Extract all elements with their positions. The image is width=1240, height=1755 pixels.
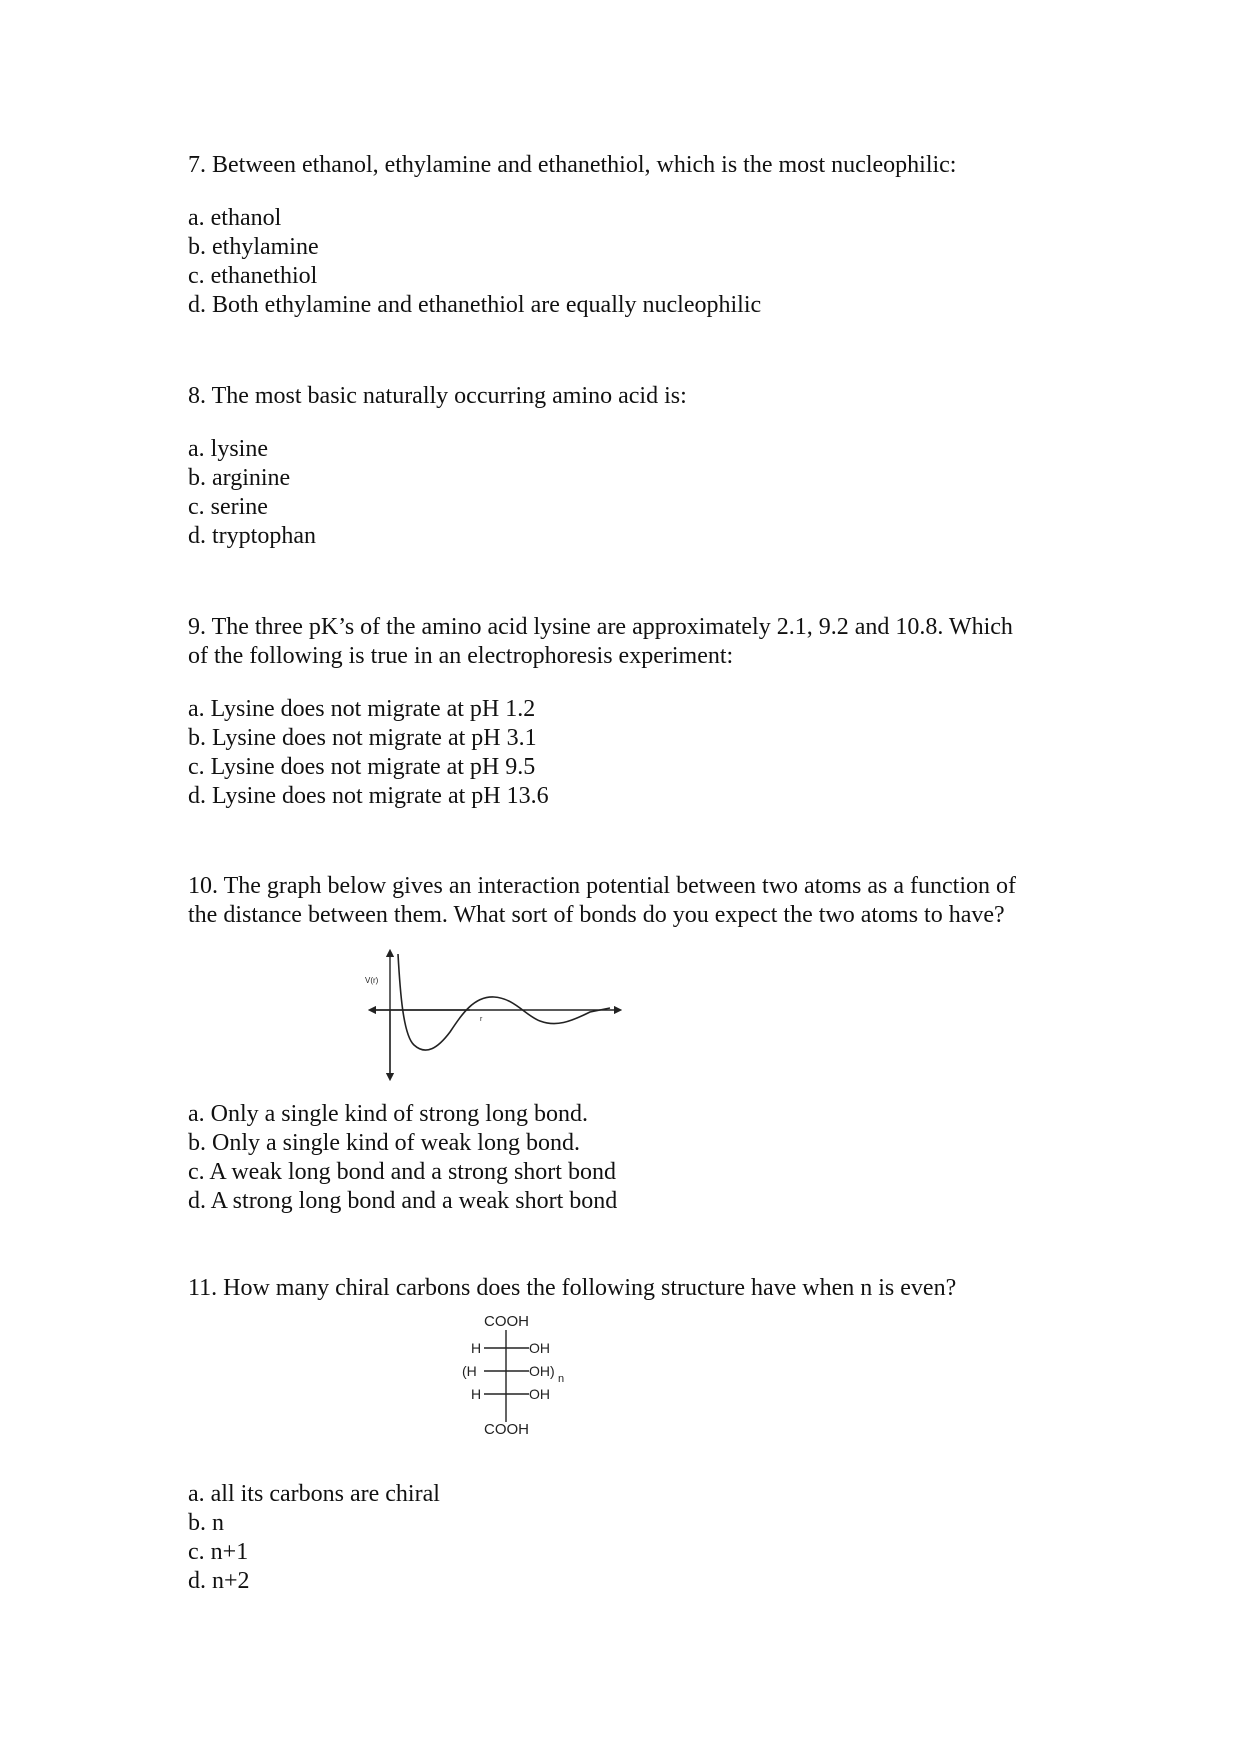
option-d: d. n+2 xyxy=(188,1568,250,1594)
question-9-options xyxy=(188,695,1068,811)
option-c: c. ethanethiol xyxy=(188,263,318,289)
x-axis-label: r xyxy=(480,1016,483,1023)
option-b: b. ethylamine xyxy=(188,234,319,260)
row2-right: OH) xyxy=(529,1363,555,1379)
option-d: d. Lysine does not migrate at pH 13.6 xyxy=(188,783,549,809)
question-10-options xyxy=(188,1100,1068,1216)
option-d: d. A strong long bond and a weak short bond xyxy=(188,1188,618,1214)
option-c: c. n+1 xyxy=(188,1539,249,1565)
question-10-stem-line1: 10. The graph below gives an interaction potential between two atoms as a function of xyxy=(188,873,1016,899)
row3-left: H xyxy=(471,1386,482,1402)
row2-subscript: n xyxy=(558,1373,565,1385)
y-axis-label: V(r) xyxy=(365,976,379,985)
row1-right: OH xyxy=(529,1340,550,1356)
option-c: c. serine xyxy=(188,494,268,520)
question-10-stem-line2: the distance between them. What sort of bonds do you expect the two atoms to have? xyxy=(188,902,1005,928)
question-8 xyxy=(188,382,1068,551)
question-8-stem: 8. The most basic naturally occurring amino acid is: xyxy=(188,383,687,409)
option-b: b. Only a single kind of weak long bond. xyxy=(188,1130,580,1156)
bottom-group: COOH xyxy=(484,1421,529,1438)
potential-curve xyxy=(398,954,610,1050)
fischer-projection xyxy=(455,1312,595,1442)
question-9-stem-line2: of the following is true in an electrophoresis experiment: xyxy=(188,643,734,669)
option-a: a. ethanol xyxy=(188,205,282,231)
row2-left: (H xyxy=(462,1363,477,1379)
option-d: d. Both ethylamine and ethanethiol are equally nucleophilic xyxy=(188,292,762,318)
question-8-options xyxy=(188,435,1068,551)
option-a: a. lysine xyxy=(188,436,268,462)
option-b: b. n xyxy=(188,1510,224,1536)
top-group: COOH xyxy=(484,1313,529,1330)
option-d: d. tryptophan xyxy=(188,523,316,549)
row1-left: H xyxy=(471,1340,482,1356)
option-a: a. all its carbons are chiral xyxy=(188,1481,440,1507)
option-b: b. Lysine does not migrate at pH 3.1 xyxy=(188,725,537,751)
question-7 xyxy=(188,151,1068,320)
option-b: b. arginine xyxy=(188,465,291,491)
question-11-options xyxy=(188,1480,1068,1596)
option-a: a. Only a single kind of strong long bond. xyxy=(188,1101,588,1127)
row3-right: OH xyxy=(529,1386,550,1402)
question-11-stem: 11. How many chiral carbons does the following structure have when n is even? xyxy=(188,1275,957,1301)
option-c: c. Lysine does not migrate at pH 9.5 xyxy=(188,754,536,780)
question-7-options xyxy=(188,204,1068,320)
question-7-stem: 7. Between ethanol, ethylamine and ethanethiol, which is the most nucleophilic: xyxy=(188,152,957,178)
question-9 xyxy=(188,613,1068,811)
option-a: a. Lysine does not migrate at pH 1.2 xyxy=(188,696,536,722)
interaction-potential-graph xyxy=(365,950,630,1080)
option-c: c. A weak long bond and a strong short bond xyxy=(188,1159,616,1185)
question-9-stem-line1: 9. The three pK’s of the amino acid lysine are approximately 2.1, 9.2 and 10.8. Which xyxy=(188,614,1013,640)
